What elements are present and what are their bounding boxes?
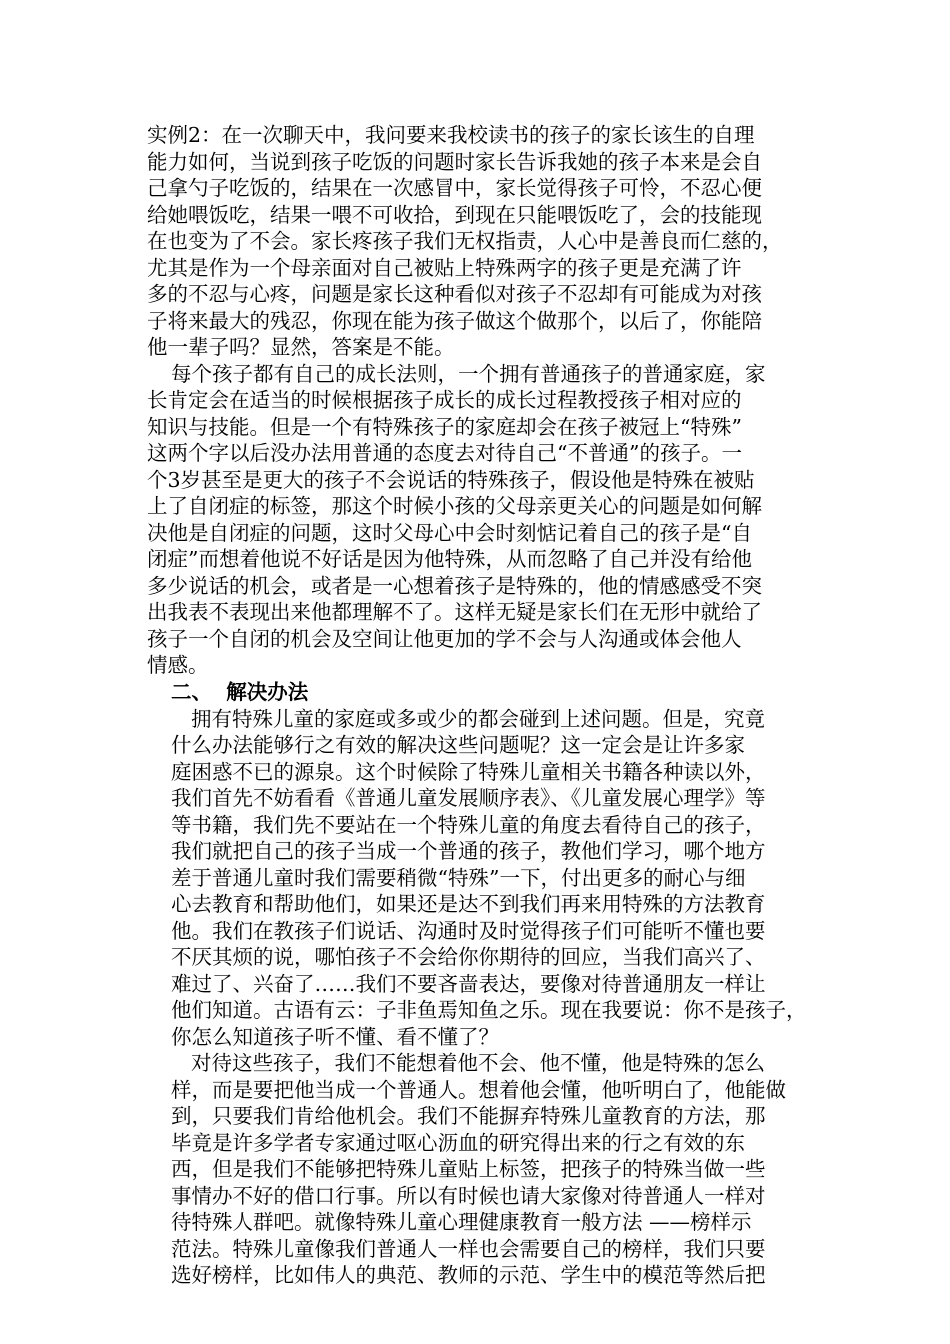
text-line: 长肯定会在适当的时候根据孩子成长的成长过程教授孩子相对应的	[147, 388, 742, 412]
text-line: 个3岁甚至是更大的孩子不会说话的特殊孩子，假设他是特殊在被贴	[147, 467, 755, 492]
text-line: 范法。特殊儿童像我们普通人一样也会需要自己的榜样，我们只要	[171, 1236, 766, 1261]
text-line: 多少说话的机会，或者是一心想着孩子是特殊的，他的情感感受不突	[147, 573, 762, 598]
text-line: 样，而是要把他当成一个普通人。想着他会懂，他听明白了，他能做	[171, 1077, 786, 1102]
text-line: 他们知道。古语有云：子非鱼焉知鱼之乐。现在我要说：你不是孩子，	[171, 998, 807, 1022]
text-line: 给她喂饭吃，结果一喂不可收拾，到现在只能喂饭吃了，会的技能现	[147, 202, 762, 227]
text-line: 到，只要我们肯给他机会。我们不能摒弃特殊儿童教育的方法，那	[171, 1104, 766, 1128]
treat-paragraph	[171, 1050, 786, 1289]
text-line: 出我表不表现出来他都理解不了。这样无疑是家长们在无形中就给了	[147, 600, 762, 624]
section-heading-text: 二、 解决办法	[171, 680, 309, 704]
section-heading	[171, 679, 308, 706]
text-line: 孩子一个自闭的机会及空间让他更加的学不会与人沟通或体会他人	[147, 626, 742, 651]
text-line: 毕竟是许多学者专家通过呕心沥血的研究得出来的行之有效的东	[171, 1130, 745, 1155]
text-line: 选好榜样，比如伟人的典范、教师的示范、学生中的模范等然后把	[171, 1263, 766, 1287]
text-line: 他一辈子吗？显然，答案是不能。	[147, 335, 455, 359]
example-paragraph	[147, 122, 783, 361]
text-line: 事情办不好的借口行事。所以有时候也请大家像对待普通人一样对	[171, 1183, 766, 1208]
text-line: 尤其是作为一个母亲面对自己被贴上特殊两字的孩子更是充满了许	[147, 255, 742, 280]
text-line: 什么办法能够行之有效的解决这些问题呢？这一定会是让许多家	[171, 733, 745, 757]
text-line: 知识与技能。但是一个有特殊孩子的家庭却会在孩子被冠上“特殊”	[147, 414, 742, 439]
text-line: 他。我们在教孩子们说话、沟通时及时觉得孩子们可能听不懂也要	[171, 918, 766, 943]
solution-paragraph	[171, 706, 807, 1051]
text-line: 对待这些孩子，我们不能想着他不会、他不懂，他是特殊的怎么	[191, 1051, 765, 1075]
text-line: 多的不忍与心疼，问题是家长这种看似对孩子不忍却有可能成为对孩	[147, 282, 762, 306]
text-line: 你怎么知道孩子听不懂、看不懂了？	[171, 1024, 499, 1049]
text-line: 待特殊人群吧。就像特殊儿童心理健康教育一般方法 ——榜样示	[171, 1210, 752, 1234]
growth-paragraph	[147, 361, 766, 679]
text-line: 己拿勺子吃饭的，结果在一次感冒中，家长觉得孩子可怜，不忍心便	[147, 176, 762, 200]
text-line: 在也变为了不会。家长疼孩子我们无权指责，人心中是善良而仁慈的，	[147, 229, 783, 253]
text-line: 难过了、兴奋了……我们不要吝啬表达，要像对待普通朋友一样让	[171, 971, 766, 996]
text-line: 子将来最大的残忍，你现在能为孩子做这个做那个，以后了，你能陪	[147, 308, 762, 333]
text-line: 这两个字以后没办法用普通的态度去对待自己“不普通”的孩子。一	[147, 441, 742, 465]
text-line: 闭症”而想着他说不好话是因为他特殊，从而忽略了自己并没有给他	[147, 547, 752, 571]
text-line: 庭困惑不已的源泉。这个时候除了特殊儿童相关书籍各种读以外，	[171, 759, 766, 784]
text-line: 不厌其烦的说，哪怕孩子不会给你你期待的回应，当我们高兴了、	[171, 945, 766, 969]
text-line: 情感。	[147, 653, 209, 677]
text-line: 决他是自闭症的问题，这时父母心中会时刻惦记着自己的孩子是“自	[147, 520, 752, 545]
text-line: 拥有特殊儿童的家庭或多或少的都会碰到上述问题。但是，究竟	[191, 706, 765, 731]
text-line: 实例2：在一次聊天中，我问要来我校读书的孩子的家长该生的自理	[147, 123, 755, 147]
text-line: 等书籍，我们先不要站在一个特殊儿童的角度去看待自己的孩子，	[171, 812, 766, 837]
text-line: 心去教育和帮助他们，如果还是达不到我们再来用特殊的方法教育	[171, 892, 766, 916]
text-line: 我们就把自己的孩子当成一个普通的孩子，教他们学习，哪个地方	[171, 839, 766, 863]
text-line: 西，但是我们不能够把特殊儿童贴上标签，把孩子的特殊当做一些	[171, 1157, 766, 1181]
text-line: 能力如何，当说到孩子吃饭的问题时家长告诉我她的孩子本来是会自	[147, 149, 762, 174]
text-line: 差于普通儿童时我们需要稍微“特殊”一下，付出更多的耐心与细	[171, 865, 746, 890]
text-line: 每个孩子都有自己的成长法则，一个拥有普通孩子的普通家庭，家	[171, 361, 766, 386]
text-line: 上了自闭症的标签，那这个时候小孩的父母亲更关心的问题是如何解	[147, 494, 762, 518]
text-line: 我们首先不妨看看《普通儿童发展顺序表》、《儿童发展心理学》等	[171, 786, 766, 810]
